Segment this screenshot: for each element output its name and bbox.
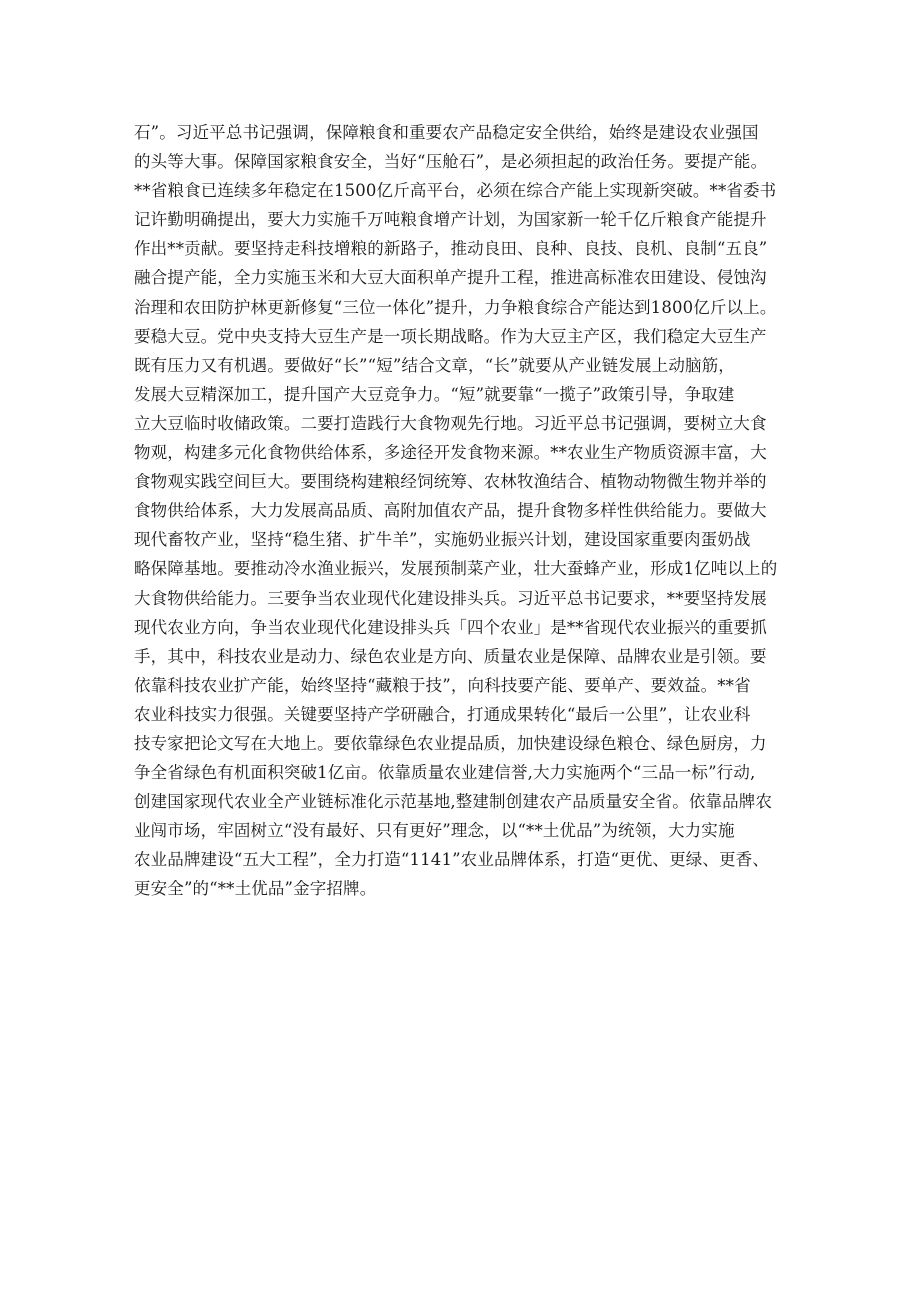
text-line: 既有压力又有机遇。要做好“长”“短”结合文章，“长”就要从产业链发展上动脑筋， — [134, 355, 735, 375]
text-line: 石”。习近平总书记强调，保障粮食和重要农产品稳定安全供给，始终是建设农业强国 — [134, 123, 759, 142]
text-line: 立大豆临时收储政策。二要打造践行大食物观先行地。习近平总书记强调，要树立大食 — [134, 413, 767, 433]
text-line: 业闯市场，牢固树立“没有最好、只有更好”理念，以“**土优品”为统领，大力实施 — [134, 821, 735, 841]
text-line: 记许勤明确提出，要大力实施千万吨粮食增产计划，为国家新一轮千亿斤粮食产能提升 — [134, 210, 767, 230]
text-line: 发展大豆精深加工，提升国产大豆竞争力。“短”就要靠“一揽子”政策引导，争取建 — [134, 384, 735, 404]
text-line: 的头等大事。保障国家粮食安全，当好“压舱石”，是必须担起的政治任务。要提产能。 — [134, 152, 768, 172]
text-line: 食物观实践空间巨大。要围绕构建粮经饲统筹、农林牧渔结合、植物动物微生物并举的 — [134, 472, 767, 492]
text-line: 手，其中，科技农业是动力、绿色农业是方向、质量农业是保障、品牌农业是引领。要 — [134, 646, 767, 666]
text-line: 争全省绿色有机面积突破1亿亩。依靠质量农业建信誉,大力实施两个“三品一标”行动, — [134, 763, 756, 783]
text-line: 略保障基地。要推动冷水渔业振兴，发展预制菜产业，壮大蚕蜂产业，形成1亿吨以上的 — [134, 559, 778, 579]
text-line: 物观，构建多元化食物供给体系，多途径开发食物来源。**农业生产物质资源丰富，大 — [134, 443, 767, 463]
text-line: 作出**贡献。要坚持走科技增粮的新路子，推动良田、良种、良技、良机、良制“五良” — [134, 239, 768, 259]
text-line: 技专家把论文写在大地上。要依靠绿色农业提品质，加快建设绿色粮仓、绿色厨房，力 — [134, 733, 767, 753]
text-line: 治理和农田防护林更新修复“三位一体化”提升，力争粮食综合产能达到1800亿斤以上。 — [134, 297, 777, 317]
text-line: **省粮食已连续多年稳定在1500亿斤高平台，必须在综合产能上实现新突破。**省委书 — [134, 181, 777, 201]
text-line: 依靠科技农业扩产能，始终坚持“藏粮于技”，向科技要产能、要单产、要效益。**省 — [134, 675, 751, 695]
body-text — [134, 118, 806, 904]
text-line: 融合提产能，全力实施玉米和大豆大面积单产提升工程，推进高标准农田建设、侵蚀沟 — [134, 268, 767, 288]
text-line: 大食物供给能力。三要争当农业现代化建设排头兵。习近平总书记要求，**要坚持发展 — [134, 588, 767, 608]
text-line: 要稳大豆。党中央支持大豆生产是一项长期战略。作为大豆主产区，我们稳定大豆生产 — [134, 326, 767, 346]
text-line: 更安全”的“**土优品”金字招牌。 — [134, 879, 377, 899]
text-line: 创建国家现代农业全产业链标准化示范基地,整建制创建农产品质量安全省。依靠品牌农 — [134, 792, 773, 812]
text-line: 农业科技实力很强。关键要坚持产学研融合，打通成果转化“最后一公里”，让农业科 — [134, 704, 751, 724]
text-line: 农业品牌建设“五大工程”，全力打造“1141”农业品牌体系，打造“更优、更绿、更香、 — [134, 850, 769, 870]
text-line: 食物供给体系，大力发展高品质、高附加值农产品，提升食物多样性供给能力。要做大 — [134, 501, 767, 521]
text-line: 现代农业方向，争当农业现代化建设排头兵「四个农业」是**省现代农业振兴的重要抓 — [134, 617, 767, 637]
text-line: 现代畜牧产业，坚持“稳生猪、扩牛羊”，实施奶业振兴计划，建设国家重要肉蛋奶战 — [134, 530, 751, 550]
